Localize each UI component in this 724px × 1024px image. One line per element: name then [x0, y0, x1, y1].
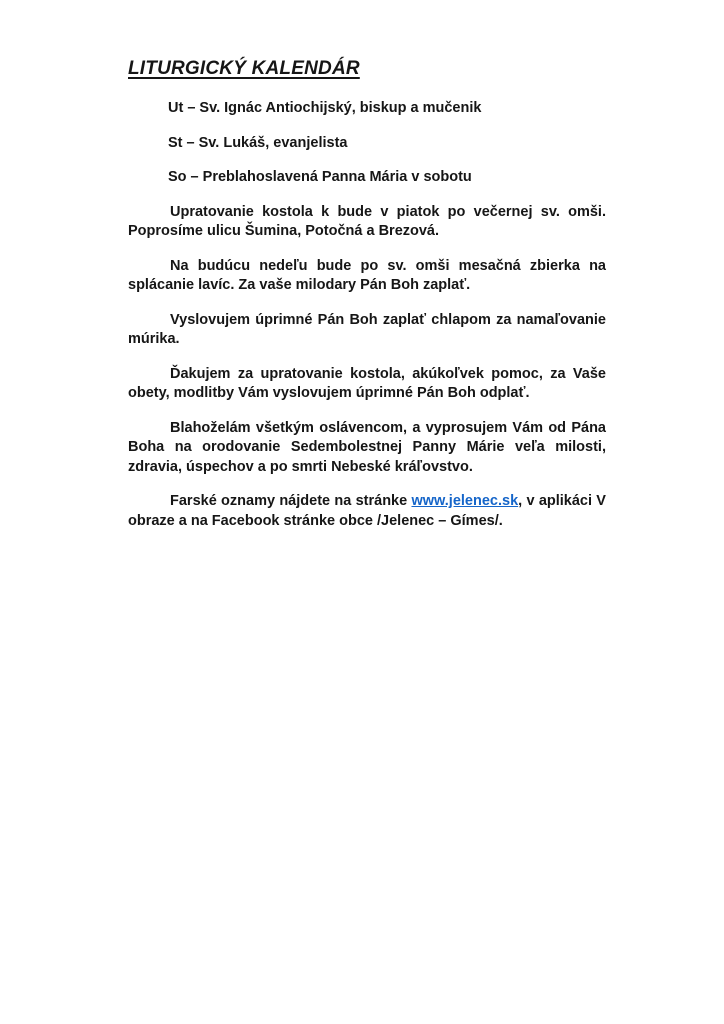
announcement-thanks: Ďakujem za upratovanie kostola, akúkoľvek pomoc, za Vaše obety, modlitby Vám vyslovujem úprimné Pán Boh odplať.: [128, 365, 606, 401]
announcement-cleaning: Upratovanie kostola k bude v piatok po večernej sv. omši. Poprosíme ulicu Šumina, Potočná a Brezová.: [128, 203, 606, 239]
announcement-birthday-wishes: Blahoželám všetkým oslávencom, a vyprosujem Vám od Pána Boha na orodovanie Sedembolestnej Panny Márie veľa milosti, zdravia, úspechov a po smrti Nebeské kráľovstvo.: [128, 419, 606, 475]
announcement-collection: Na budúcu nedeľu bude po sv. omši mesačná zbierka na splácanie lavíc. Za vaše milodary Pán Boh zaplať.: [128, 257, 606, 293]
page-title: LITURGICKÝ KALENDÁR: [128, 58, 360, 79]
document-content: [128, 57, 606, 531]
calendar-entry-wednesday: St – Sv. Lukáš, evanjelista: [168, 134, 348, 151]
website-text-before: Farské oznamy nájdete na stránke: [170, 493, 408, 509]
calendar-entry-tuesday: Ut – Sv. Ignác Antiochijský, biskup a mučenik: [168, 100, 482, 116]
announcement-website: [128, 492, 606, 531]
website-text-after: , v aplikáci V obraze a na Facebook stránke obce /Jelenec – Gímes/.: [128, 493, 606, 529]
website-link[interactable]: www.jelenec.sk: [411, 493, 519, 509]
announcement-wall-painting: Vyslovujem úprimné Pán Boh zaplať chlapom za namaľovanie múrika.: [128, 311, 606, 347]
calendar-entry-saturday: So – Preblahoslavená Panna Mária v sobotu: [168, 169, 472, 185]
